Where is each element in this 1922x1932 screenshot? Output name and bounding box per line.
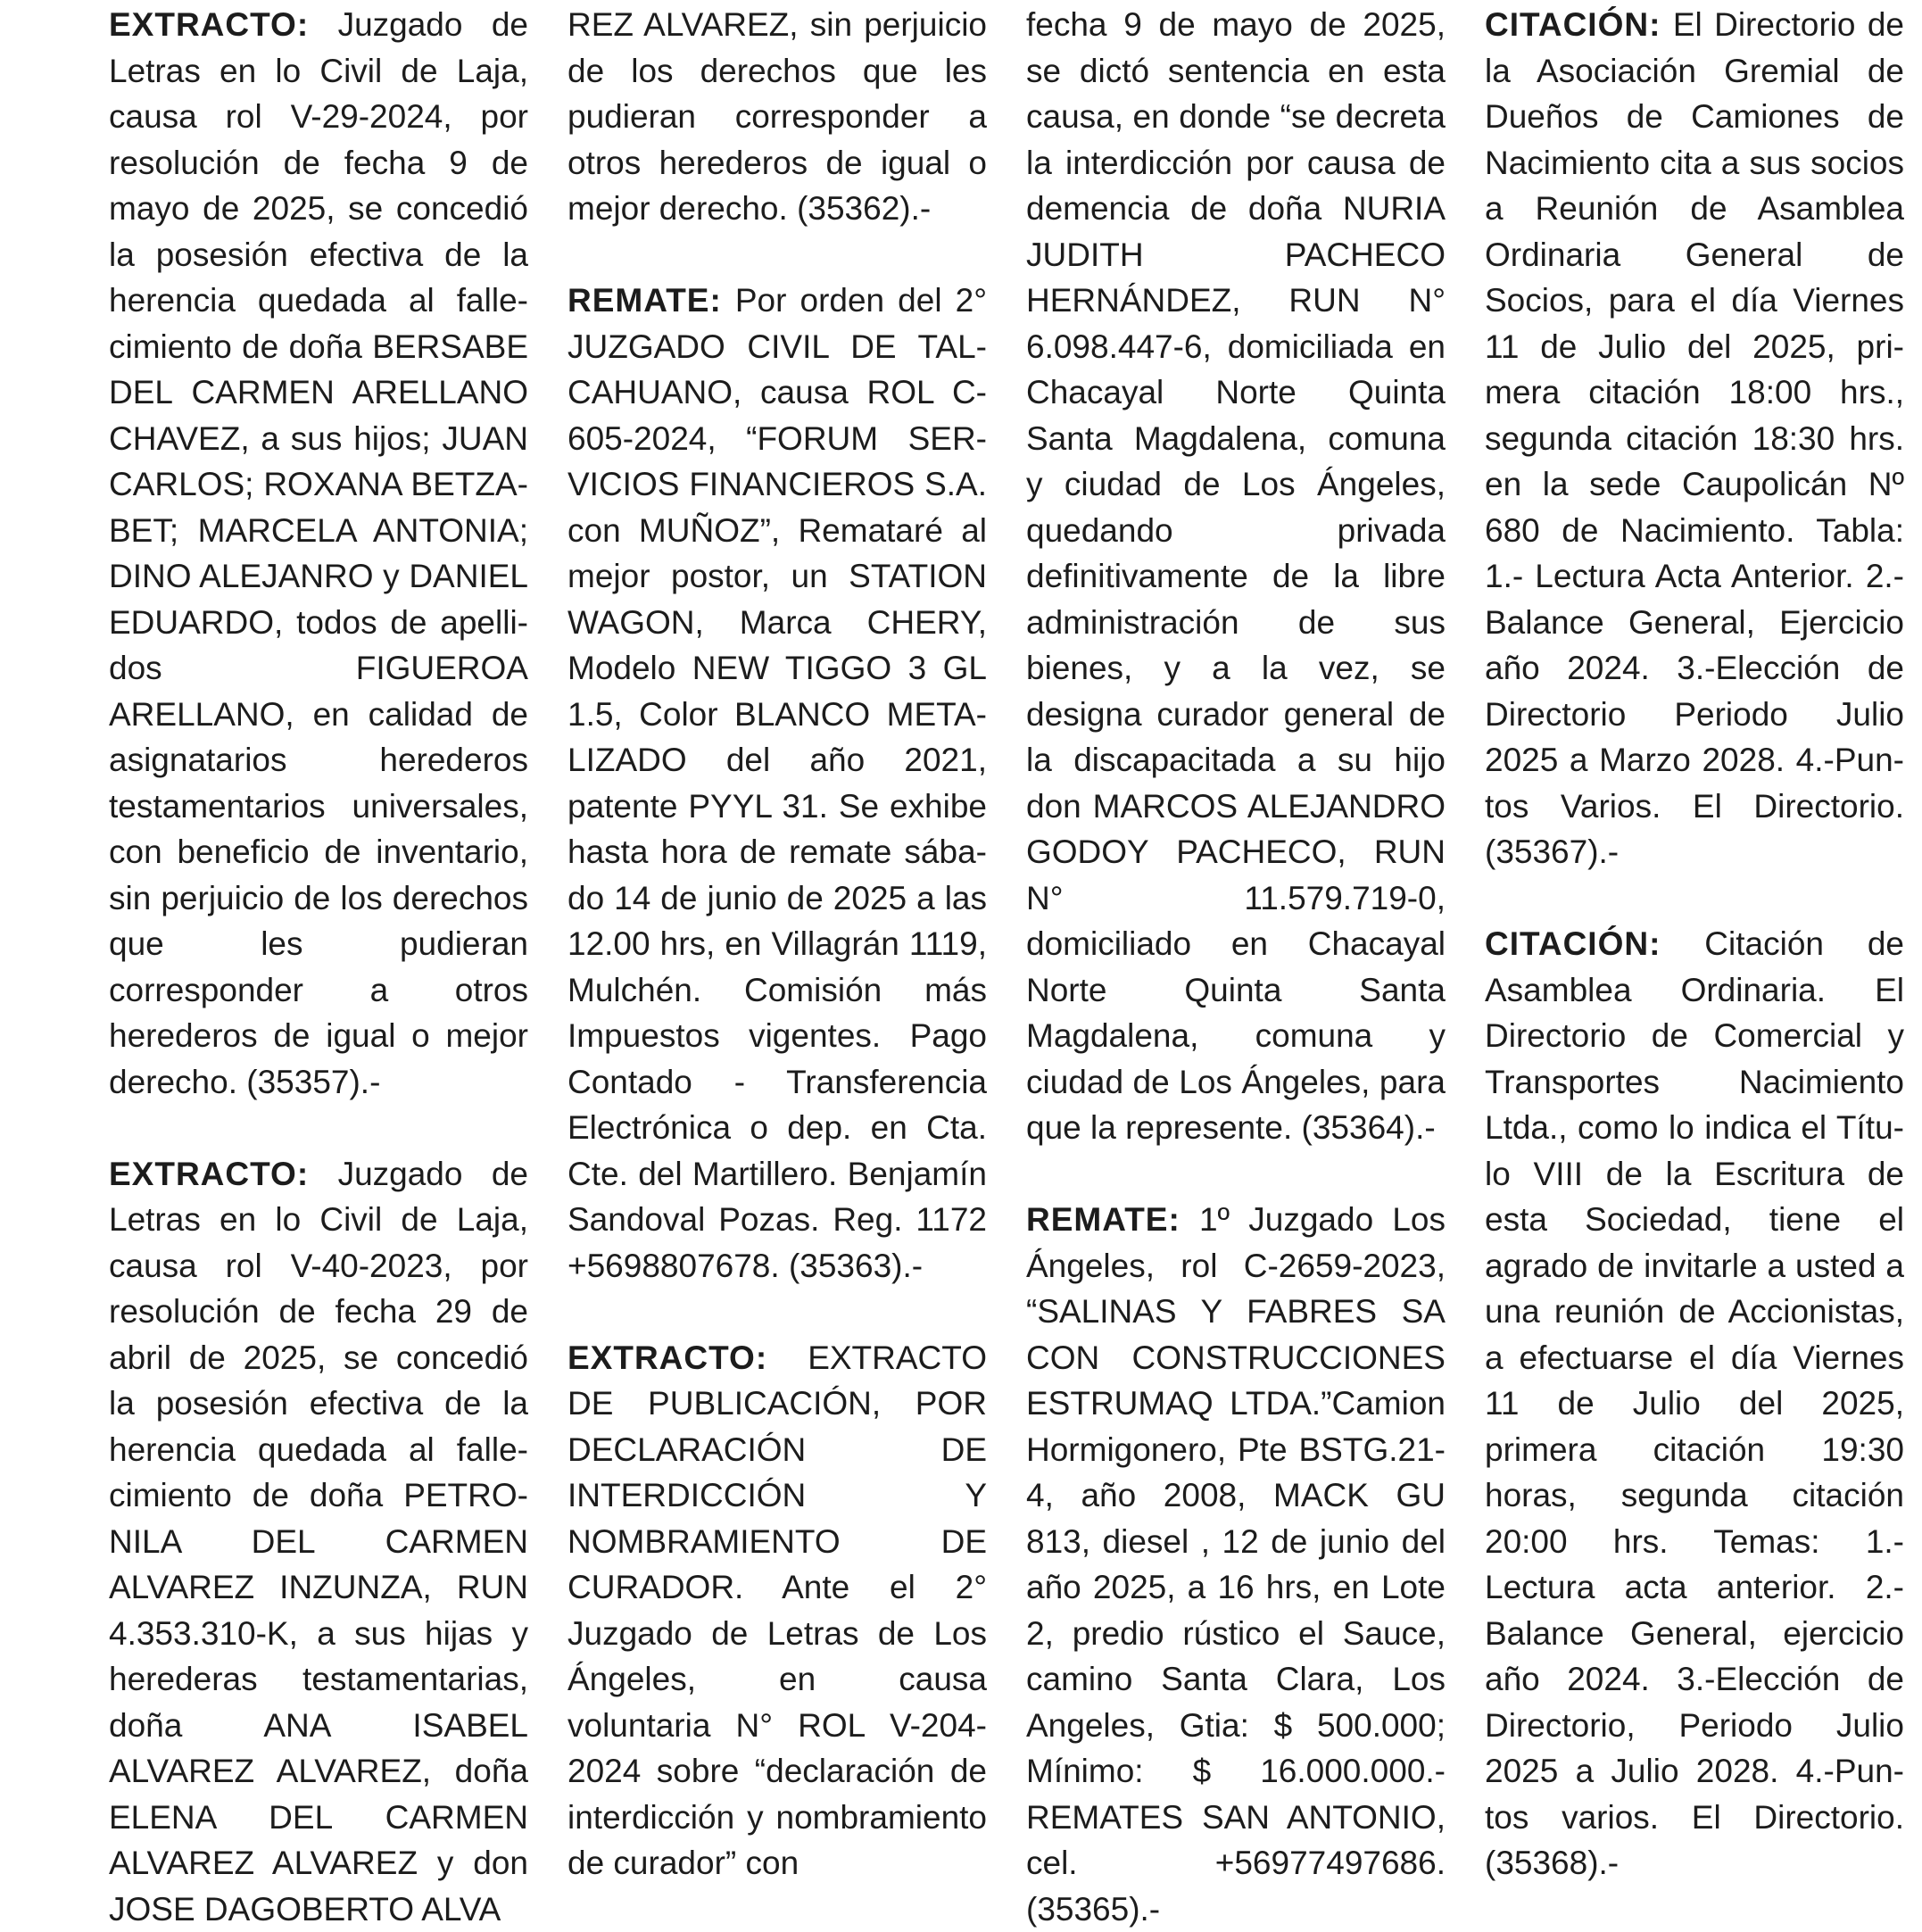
notice-extracto-35357	[109, 2, 528, 1105]
notice-text: 1º Juzgado Los Ángeles, rol C-2659-2023, “SALINAS Y FABRES SA CON CONSTRUCCIONES ESTRUMAQ LTDA.”Camion Hormigonero, Pte BSTG.21-4, año 2008, MACK GU 813, diesel , 12 de junio del año 2025, a 16 hrs, en Lote 2, predio rústico el Sauce, camino Santa Clara, Los Angeles, Gtia: $ 500.000; Mínimo: $ 16.000.000.- REMATES SAN ANTONIO, cel. +56977497686. (35365).-	[1026, 1201, 1446, 1928]
notice-text: Juzgado de Letras en lo Civil de Laja, causa rol V-40-2023, por resolución de fecha 29 de abril de 2025, se concedió la posesión efectiva de la herencia quedada al fallecimiento de doña PETRONILA DEL CARMEN ALVAREZ INZUNZA, RUN 4.353.310-K, a sus hijas y herederas testamentarias, doña ANA ISABEL ALVAREZ ALVAREZ, doña ELENA DEL CARMEN ALVAREZ ALVAREZ y don JOSE DAGOBERTO ALVA	[109, 1156, 528, 1928]
notice-text: El Directorio de la Asociación Gremial de Dueños de Camiones de Nacimiento cita a sus socios a Reunión de Asamblea Ordinaria General de Socios, para el día Viernes 11 de Julio del 2025, primera citación 18:00 hrs., segunda citación 18:30 hrs. en la sede Caupolicán Nº 680 de Nacimiento. Tabla: 1.- Lectura Acta Anterior. 2.- Balance General, Ejercicio año 2024. 3.-Elección de Directorio Periodo Julio 2025 a Marzo 2028. 4.-Puntos Varios. El Directorio. (35367).-	[1485, 6, 1904, 870]
notice-extracto-35364-start	[567, 1335, 987, 1886]
notice-label: EXTRACTO:	[109, 1156, 309, 1192]
column-3	[1026, 2, 1446, 1932]
notice-label: REMATE:	[567, 282, 722, 319]
notice-text: EXTRACTO DE PUBLICACIÓN, POR DECLARACIÓN DE INTERDICCIÓN Y NOMBRAMIENTO DE CURADOR. Ante el 2° Juzgado de Letras de Los Ángeles, en causa voluntaria N° ROL V-204- 2024 sobre “declaración de interdicción y nombramiento de curador” con	[567, 1339, 987, 1882]
notice-text: Citación de Asamblea Ordinaria. El Directorio de Comercial y Transportes Nacimiento Ltda., como lo indica el Título VIII de la Escritura de esta Sociedad, tiene el agrado de invitarle a usted a una reunión de Accionistas, a efectuarse el día Viernes 11 de Julio del 2025, primera citación 19:30 horas, segunda citación 20:00 hrs. Temas: 1.-Lectura acta anterior. 2.- Balance General, ejercicio año 2024. 3.-Elección de Directorio, Periodo Julio 2025 a Julio 2028. 4.-Puntos varios. El Directorio. (35368).-	[1485, 925, 1904, 1881]
notice-label: EXTRACTO:	[567, 1339, 767, 1376]
notice-extracto-35362-start	[109, 1151, 528, 1932]
notice-remate-35365	[1026, 1197, 1446, 1932]
column-2	[567, 2, 987, 1886]
notice-label: REMATE:	[1026, 1201, 1181, 1238]
notice-extracto-35362-continued	[567, 2, 987, 232]
column-1	[109, 2, 528, 1932]
notice-remate-35363	[567, 278, 987, 1289]
notice-label: CITACIÓN:	[1485, 925, 1661, 962]
notice-citacion-35368	[1485, 921, 1904, 1886]
notice-label: CITACIÓN:	[1485, 6, 1661, 43]
notice-text: Por orden del 2° JUZGADO CIVIL DE TALCAHUANO, causa ROL C-605-2024, “FORUM SERVICIOS FINANCIEROS S.A. con MUÑOZ”, Remataré al mejor postor, un STATION WAGON, Marca CHERY, Modelo NEW TIGGO 3 GL 1.5, Color BLANCO METALIZADO del año 2021, patente PYYL 31. Se exhibe hasta hora de remate sábado 14 de junio de 2025 a las 12.00 hrs, en Villagrán 1119, Mulchén. Comisión más Impuestos vigentes. Pago Contado - Transferencia Electrónica o dep. en Cta. Cte. del Martillero. Benjamín Sandoval Pozas. Reg. 1172 +5698807678. (35363).-	[567, 282, 987, 1284]
notice-text: fecha 9 de mayo de 2025, se dictó sentencia en esta causa, en donde “se decreta la interdicción por causa de demencia de doña NURIA JUDITH PACHECO HERNÁNDEZ, RUN N° 6.098.447-6, domiciliada en Chacayal Norte Quinta Santa Magdalena, comuna y ciudad de Los Ángeles, quedando privada definitivamente de la libre administración de sus bienes, y a la vez, se designa curador general de la discapacitada a su hijo don MARCOS ALEJANDRO GODOY PACHECO, RUN N° 11.579.719-0, domiciliado en Chacayal Norte Quinta Santa Magdalena, comuna y ciudad de Los Ángeles, para que la represente. (35364).-	[1026, 6, 1446, 1146]
column-4	[1485, 2, 1904, 1886]
notice-text: Juzgado de Letras en lo Civil de Laja, causa rol V-29-2024, por resolución de fecha 9 de mayo de 2025, se concedió la posesión efectiva de la herencia quedada al fallecimiento de doña BERSABE DEL CARMEN ARELLANO CHAVEZ, a sus hijos; JUAN CARLOS; ROXANA BETZABET; MARCELA ANTONIA; DINO ALEJANRO y DANIEL EDUARDO, todos de apellidos FIGUEROA ARELLANO, en calidad de asignatarios herederos testamentarios universales, con beneficio de inventario, sin perjuicio de los derechos que les pudieran corresponder a otros herederos de igual o mejor derecho. (35357).-	[109, 6, 528, 1100]
notice-extracto-35364-continued	[1026, 2, 1446, 1151]
notice-label: EXTRACTO:	[109, 6, 309, 43]
notice-citacion-35367	[1485, 2, 1904, 875]
notice-text: REZ ALVAREZ, sin perjuicio de los derechos que les pudieran corresponder a otros herederos de igual o mejor derecho. (35362).-	[567, 6, 987, 227]
